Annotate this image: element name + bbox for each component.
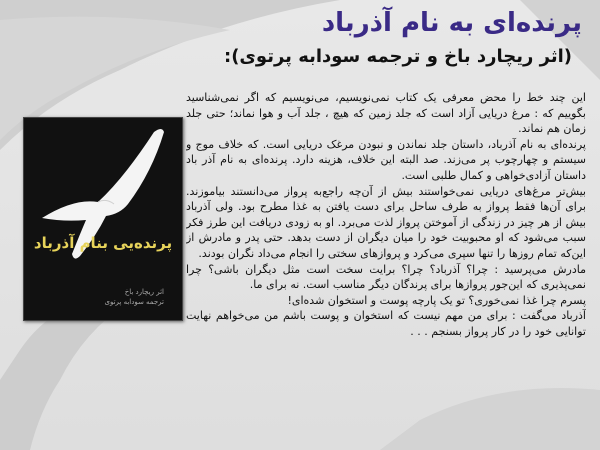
book-cover-translator: ترجمه سودابه پرتوی: [104, 298, 164, 306]
book-cover-title: پرنده‌یی بنام آذرباد: [33, 234, 173, 252]
page-subtitle: (اثر ریچارد باخ و ترجمه سودابه پرتوی):: [224, 46, 572, 67]
paragraph: آذرباد می‌گفت : برای من مهم نیست که استخوان و پوست باشم من می‌خواهم نهایت توانایی خود را در کار پرواز بسنجم . . .: [186, 309, 586, 338]
book-cover-author: اثر ریچارد باخ: [124, 288, 164, 296]
article-body: [186, 90, 586, 420]
paragraph: این چند خط را محض معرفی یک کتاب نمی‌نویسیم، می‌نویسیم که اگر نمی‌شناسید بگوییم که : مرغ دریایی آزاد است که جلد زمین که هیچ ، جلد آب و هوا نماند؛ حتی جلد زمان هم نماند.: [186, 91, 586, 136]
paragraph: مادرش می‌پرسید : چرا؟ آذرباد؟ چرا؟ برایت سخت است مثل دیگران باشی؟ چرا نمی‌پذیری که این‌جور پروازها برای پرندگان دیگر مناسب است. نه برای ما.: [186, 262, 586, 292]
paragraph: بیش‌تر مرغ‌های دریایی نمی‌خواستند بیش از آن‌چه راجع‌به پرواز می‌دانستند بیاموزند. برای آن‌ها فقط پرواز به طرف ساحل برای دست یافتن به غذا مطرح بود. ولی آذرباد بیش از هر چیز در زندگی از آموختن پرواز لذت می‌برد. او به زودی دریافت این طرز فکر سبب می‌شود که او محبوبیت خود را میان دیگران از دست بدهد. حتی پدر و مادرش از این‌که تمام روزها را تنها سپری می‌کرد و پروازهای سختی را انجام می‌داد نگران بودند.: [186, 184, 586, 260]
paragraph: پسرم چرا غذا نمی‌خوری؟ تو یک پارچه پوست و استخوان شده‌ای!: [287, 293, 586, 307]
book-cover: [23, 117, 183, 321]
paragraph: پرنده‌ای به نام آذرباد، داستان جلد نماندن و نبودن مرغک دریایی است. که خلاف موج و سیستم و چهارچوب پر می‌زند. صد البته این خلاف، هزینه دارد. پرنده‌ای به نام آذر باد داستان آزادی‌خواهی و کمال طلبی است.: [186, 137, 586, 182]
page-title: پرنده‌ای به نام آذرباد: [321, 8, 582, 38]
